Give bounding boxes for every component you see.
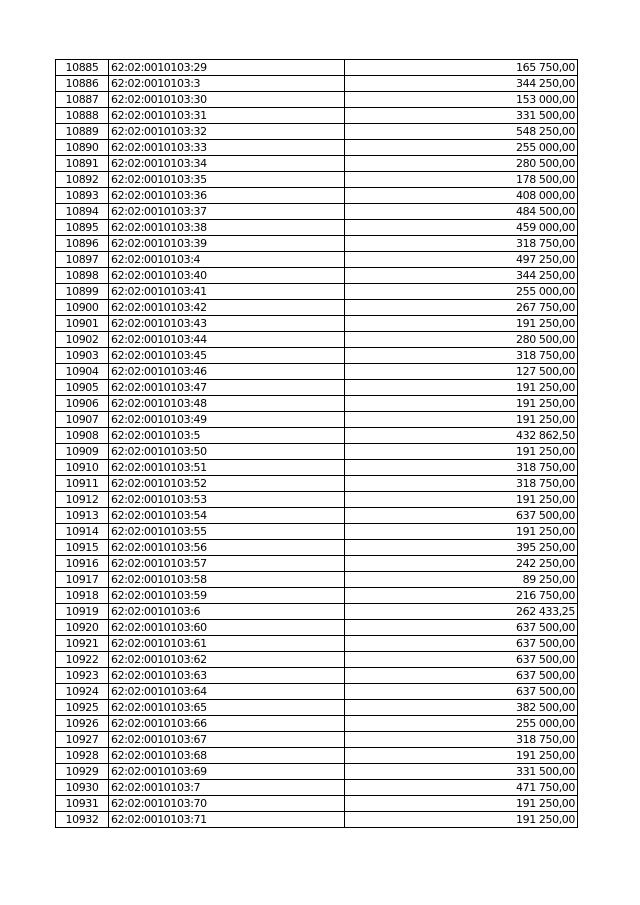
cadastral-value-cell: 344 250,00 xyxy=(345,76,578,92)
table-row xyxy=(56,76,578,92)
cadastral-value-cell: 191 250,00 xyxy=(345,812,578,828)
cadastral-value-cell: 255 000,00 xyxy=(345,284,578,300)
table-row xyxy=(56,796,578,812)
row-number-cell: 10914 xyxy=(56,524,109,540)
cadastral-value-cell: 242 250,00 xyxy=(345,556,578,572)
cadastral-number-cell: 62:02:0010103:52 xyxy=(109,476,345,492)
cadastral-value-table xyxy=(55,59,578,828)
row-number-cell: 10909 xyxy=(56,444,109,460)
table-row xyxy=(56,588,578,604)
cadastral-value-cell: 191 250,00 xyxy=(345,412,578,428)
cadastral-number-cell: 62:02:0010103:68 xyxy=(109,748,345,764)
cadastral-value-cell: 178 500,00 xyxy=(345,172,578,188)
row-number-cell: 10911 xyxy=(56,476,109,492)
cadastral-value-cell: 191 250,00 xyxy=(345,396,578,412)
table-row xyxy=(56,252,578,268)
row-number-cell: 10893 xyxy=(56,188,109,204)
row-number-cell: 10906 xyxy=(56,396,109,412)
cadastral-value-cell: 127 500,00 xyxy=(345,364,578,380)
cadastral-value-cell: 471 750,00 xyxy=(345,780,578,796)
table-row xyxy=(56,300,578,316)
row-number-cell: 10898 xyxy=(56,268,109,284)
cadastral-value-cell: 89 250,00 xyxy=(345,572,578,588)
cadastral-value-cell: 331 500,00 xyxy=(345,108,578,124)
table-row xyxy=(56,172,578,188)
table-row xyxy=(56,316,578,332)
cadastral-number-cell: 62:02:0010103:30 xyxy=(109,92,345,108)
table-row xyxy=(56,636,578,652)
cadastral-number-cell: 62:02:0010103:67 xyxy=(109,732,345,748)
row-number-cell: 10890 xyxy=(56,140,109,156)
table-row xyxy=(56,428,578,444)
row-number-cell: 10886 xyxy=(56,76,109,92)
cadastral-number-cell: 62:02:0010103:37 xyxy=(109,204,345,220)
cadastral-value-cell: 331 500,00 xyxy=(345,764,578,780)
cadastral-number-cell: 62:02:0010103:64 xyxy=(109,684,345,700)
cadastral-value-cell: 484 500,00 xyxy=(345,204,578,220)
cadastral-value-cell: 497 250,00 xyxy=(345,252,578,268)
row-number-cell: 10918 xyxy=(56,588,109,604)
table-row xyxy=(56,396,578,412)
cadastral-value-cell: 432 862,50 xyxy=(345,428,578,444)
row-number-cell: 10891 xyxy=(56,156,109,172)
cadastral-number-cell: 62:02:0010103:65 xyxy=(109,700,345,716)
row-number-cell: 10910 xyxy=(56,460,109,476)
cadastral-number-cell: 62:02:0010103:58 xyxy=(109,572,345,588)
table-row xyxy=(56,492,578,508)
table-body xyxy=(56,60,578,828)
row-number-cell: 10899 xyxy=(56,284,109,300)
cadastral-number-cell: 62:02:0010103:51 xyxy=(109,460,345,476)
table-row xyxy=(56,268,578,284)
cadastral-value-cell: 637 500,00 xyxy=(345,620,578,636)
table-row xyxy=(56,380,578,396)
table-row xyxy=(56,284,578,300)
cadastral-value-cell: 191 250,00 xyxy=(345,316,578,332)
row-number-cell: 10889 xyxy=(56,124,109,140)
cadastral-number-cell: 62:02:0010103:69 xyxy=(109,764,345,780)
table-row xyxy=(56,748,578,764)
row-number-cell: 10922 xyxy=(56,652,109,668)
cadastral-value-cell: 408 000,00 xyxy=(345,188,578,204)
cadastral-value-cell: 191 250,00 xyxy=(345,796,578,812)
table-row xyxy=(56,764,578,780)
row-number-cell: 10927 xyxy=(56,732,109,748)
table-row xyxy=(56,444,578,460)
cadastral-number-cell: 62:02:0010103:41 xyxy=(109,284,345,300)
row-number-cell: 10896 xyxy=(56,236,109,252)
row-number-cell: 10900 xyxy=(56,300,109,316)
cadastral-value-cell: 191 250,00 xyxy=(345,380,578,396)
cadastral-number-cell: 62:02:0010103:44 xyxy=(109,332,345,348)
row-number-cell: 10916 xyxy=(56,556,109,572)
table-row xyxy=(56,780,578,796)
row-number-cell: 10931 xyxy=(56,796,109,812)
table-row xyxy=(56,556,578,572)
table-row xyxy=(56,732,578,748)
table-row xyxy=(56,156,578,172)
row-number-cell: 10920 xyxy=(56,620,109,636)
cadastral-value-cell: 191 250,00 xyxy=(345,748,578,764)
row-number-cell: 10929 xyxy=(56,764,109,780)
cadastral-number-cell: 62:02:0010103:53 xyxy=(109,492,345,508)
row-number-cell: 10903 xyxy=(56,348,109,364)
table-row xyxy=(56,60,578,76)
cadastral-value-cell: 153 000,00 xyxy=(345,92,578,108)
row-number-cell: 10892 xyxy=(56,172,109,188)
row-number-cell: 10917 xyxy=(56,572,109,588)
table-row xyxy=(56,108,578,124)
table-row xyxy=(56,124,578,140)
cadastral-number-cell: 62:02:0010103:56 xyxy=(109,540,345,556)
row-number-cell: 10915 xyxy=(56,540,109,556)
table-row xyxy=(56,92,578,108)
table-row xyxy=(56,348,578,364)
cadastral-value-cell: 637 500,00 xyxy=(345,508,578,524)
cadastral-number-cell: 62:02:0010103:45 xyxy=(109,348,345,364)
cadastral-value-cell: 280 500,00 xyxy=(345,332,578,348)
cadastral-value-cell: 318 750,00 xyxy=(345,732,578,748)
table-row xyxy=(56,188,578,204)
cadastral-number-cell: 62:02:0010103:38 xyxy=(109,220,345,236)
cadastral-value-cell: 255 000,00 xyxy=(345,716,578,732)
table-row xyxy=(56,540,578,556)
cadastral-value-cell: 191 250,00 xyxy=(345,524,578,540)
row-number-cell: 10897 xyxy=(56,252,109,268)
cadastral-number-cell: 62:02:0010103:35 xyxy=(109,172,345,188)
cadastral-number-cell: 62:02:0010103:3 xyxy=(109,76,345,92)
row-number-cell: 10919 xyxy=(56,604,109,620)
table-row xyxy=(56,668,578,684)
cadastral-number-cell: 62:02:0010103:6 xyxy=(109,604,345,620)
table-row xyxy=(56,220,578,236)
cadastral-number-cell: 62:02:0010103:71 xyxy=(109,812,345,828)
cadastral-value-cell: 216 750,00 xyxy=(345,588,578,604)
table-row xyxy=(56,412,578,428)
row-number-cell: 10894 xyxy=(56,204,109,220)
cadastral-number-cell: 62:02:0010103:39 xyxy=(109,236,345,252)
table-row xyxy=(56,236,578,252)
table-row xyxy=(56,620,578,636)
cadastral-value-cell: 318 750,00 xyxy=(345,460,578,476)
table-row xyxy=(56,572,578,588)
table-row xyxy=(56,204,578,220)
row-number-cell: 10905 xyxy=(56,380,109,396)
row-number-cell: 10887 xyxy=(56,92,109,108)
cadastral-number-cell: 62:02:0010103:43 xyxy=(109,316,345,332)
table-row xyxy=(56,716,578,732)
cadastral-value-cell: 318 750,00 xyxy=(345,348,578,364)
cadastral-number-cell: 62:02:0010103:63 xyxy=(109,668,345,684)
cadastral-value-cell: 318 750,00 xyxy=(345,236,578,252)
cadastral-value-cell: 382 500,00 xyxy=(345,700,578,716)
table-row xyxy=(56,812,578,828)
cadastral-value-cell: 262 433,25 xyxy=(345,604,578,620)
row-number-cell: 10901 xyxy=(56,316,109,332)
cadastral-number-cell: 62:02:0010103:50 xyxy=(109,444,345,460)
row-number-cell: 10926 xyxy=(56,716,109,732)
cadastral-number-cell: 62:02:0010103:54 xyxy=(109,508,345,524)
cadastral-number-cell: 62:02:0010103:31 xyxy=(109,108,345,124)
cadastral-number-cell: 62:02:0010103:60 xyxy=(109,620,345,636)
cadastral-value-cell: 637 500,00 xyxy=(345,652,578,668)
row-number-cell: 10907 xyxy=(56,412,109,428)
table-row xyxy=(56,684,578,700)
cadastral-number-cell: 62:02:0010103:57 xyxy=(109,556,345,572)
cadastral-number-cell: 62:02:0010103:40 xyxy=(109,268,345,284)
cadastral-number-cell: 62:02:0010103:55 xyxy=(109,524,345,540)
cadastral-number-cell: 62:02:0010103:62 xyxy=(109,652,345,668)
table-row xyxy=(56,700,578,716)
cadastral-value-cell: 280 500,00 xyxy=(345,156,578,172)
cadastral-value-cell: 637 500,00 xyxy=(345,684,578,700)
row-number-cell: 10904 xyxy=(56,364,109,380)
row-number-cell: 10923 xyxy=(56,668,109,684)
cadastral-number-cell: 62:02:0010103:47 xyxy=(109,380,345,396)
cadastral-number-cell: 62:02:0010103:7 xyxy=(109,780,345,796)
cadastral-number-cell: 62:02:0010103:59 xyxy=(109,588,345,604)
cadastral-value-cell: 637 500,00 xyxy=(345,668,578,684)
cadastral-value-cell: 395 250,00 xyxy=(345,540,578,556)
row-number-cell: 10908 xyxy=(56,428,109,444)
cadastral-number-cell: 62:02:0010103:42 xyxy=(109,300,345,316)
table-row xyxy=(56,364,578,380)
cadastral-value-cell: 255 000,00 xyxy=(345,140,578,156)
row-number-cell: 10921 xyxy=(56,636,109,652)
row-number-cell: 10924 xyxy=(56,684,109,700)
row-number-cell: 10902 xyxy=(56,332,109,348)
table-row xyxy=(56,652,578,668)
cadastral-number-cell: 62:02:0010103:4 xyxy=(109,252,345,268)
table-row xyxy=(56,508,578,524)
cadastral-value-cell: 459 000,00 xyxy=(345,220,578,236)
cadastral-value-cell: 191 250,00 xyxy=(345,444,578,460)
cadastral-number-cell: 62:02:0010103:70 xyxy=(109,796,345,812)
cadastral-number-cell: 62:02:0010103:32 xyxy=(109,124,345,140)
cadastral-value-cell: 318 750,00 xyxy=(345,476,578,492)
cadastral-number-cell: 62:02:0010103:61 xyxy=(109,636,345,652)
row-number-cell: 10912 xyxy=(56,492,109,508)
cadastral-number-cell: 62:02:0010103:5 xyxy=(109,428,345,444)
row-number-cell: 10895 xyxy=(56,220,109,236)
cadastral-value-cell: 191 250,00 xyxy=(345,492,578,508)
cadastral-value-cell: 267 750,00 xyxy=(345,300,578,316)
cadastral-number-cell: 62:02:0010103:46 xyxy=(109,364,345,380)
cadastral-number-cell: 62:02:0010103:66 xyxy=(109,716,345,732)
cadastral-number-cell: 62:02:0010103:33 xyxy=(109,140,345,156)
row-number-cell: 10913 xyxy=(56,508,109,524)
cadastral-value-cell: 165 750,00 xyxy=(345,60,578,76)
cadastral-number-cell: 62:02:0010103:29 xyxy=(109,60,345,76)
cadastral-number-cell: 62:02:0010103:36 xyxy=(109,188,345,204)
table-row xyxy=(56,460,578,476)
table-row xyxy=(56,140,578,156)
row-number-cell: 10925 xyxy=(56,700,109,716)
cadastral-value-cell: 344 250,00 xyxy=(345,268,578,284)
row-number-cell: 10885 xyxy=(56,60,109,76)
row-number-cell: 10932 xyxy=(56,812,109,828)
table-row xyxy=(56,476,578,492)
table-row xyxy=(56,332,578,348)
cadastral-number-cell: 62:02:0010103:49 xyxy=(109,412,345,428)
cadastral-value-cell: 637 500,00 xyxy=(345,636,578,652)
cadastral-value-cell: 548 250,00 xyxy=(345,124,578,140)
cadastral-number-cell: 62:02:0010103:34 xyxy=(109,156,345,172)
table-row xyxy=(56,524,578,540)
row-number-cell: 10930 xyxy=(56,780,109,796)
table-row xyxy=(56,604,578,620)
row-number-cell: 10928 xyxy=(56,748,109,764)
row-number-cell: 10888 xyxy=(56,108,109,124)
cadastral-number-cell: 62:02:0010103:48 xyxy=(109,396,345,412)
